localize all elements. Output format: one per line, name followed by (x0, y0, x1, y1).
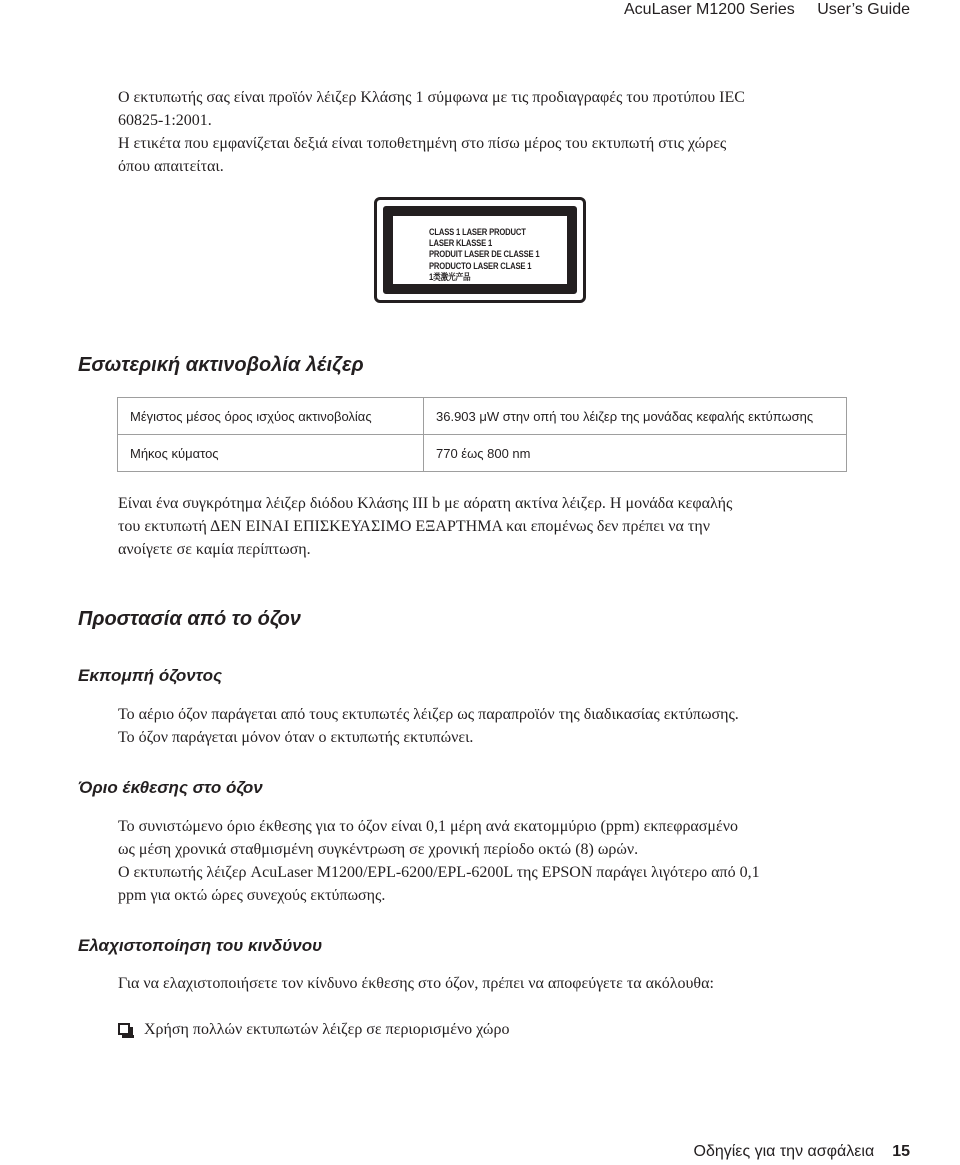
intro-line: όπου απαιτείται. (118, 158, 224, 175)
table-cell: Μήκος κύματος (118, 435, 424, 472)
list-item (118, 1018, 509, 1041)
running-header (606, 0, 910, 20)
table-row (118, 435, 847, 472)
ozone-limit-paragraph: Το συνιστώμενο όριο έκθεσης για το όζον είναι 0,1 μέρη ανά εκατομμύριο (ppm) εκπεφρασμένο ως μέση χρονικά σταθμισμένη συγκέντρωση σε χρονική περίοδο οκτώ (8) ωρών. Ο εκτυπωτής λέιζερ AcuLaser M1200/EPL-6200/EPL-6200L της EPSON παράγει λιγότερο από 0,1 ppm για οκτώ ώρες συνεχούς εκτύπωσης. (118, 818, 760, 904)
ozone-emission-paragraph: Το αέριο όζον παράγεται από τους εκτυπωτές λέιζερ ως παραπροϊόν της διαδικασίας εκτύπωσης. Το όζον παράγεται μόνον όταν ο εκτυπωτής εκτυπώνει. (118, 706, 739, 746)
header-guide: User’s Guide (817, 1, 910, 18)
intro-line: Ο εκτυπωτής σας είναι προϊόν λέιζερ Κλάσης 1 σύμφωνα με τις προδιαγραφές του προτύπου IEC (118, 89, 745, 106)
intro-paragraph (118, 86, 908, 178)
heading-ozone-emission: Εκπομπή όζοντος (78, 666, 223, 685)
header-product: AcuLaser M1200 Series (624, 1, 795, 18)
footer-section: Οδηγίες για την ασφάλεια (693, 1143, 875, 1160)
heading-ozone-limit: Όριο έκθεσης στο όζον (78, 778, 263, 797)
heading-minimize-risk: Ελαχιστοποίηση του κινδύνου (78, 936, 323, 955)
laser-spec-table (117, 397, 847, 472)
list-item-text: Χρήση πολλών εκτυπωτών λέιζερ σε περιορισμένο χώρο (144, 1021, 510, 1038)
table-cell: Μέγιστος μέσος όρος ισχύος ακτινοβολίας (118, 398, 424, 435)
page-number: 15 (892, 1143, 910, 1160)
table-cell: 770 έως 800 nm (424, 435, 847, 472)
checkbox-bullet-icon (118, 1023, 130, 1035)
intro-line: 60825-1:2001. (118, 112, 212, 129)
heading-ozone: Προστασία από το όζον (78, 608, 301, 630)
laser-note-paragraph: Είναι ένα συγκρότημα λέιζερ διόδου Κλάσης III b με αόρατη ακτίνα λέιζερ. Η μονάδα κεφαλής του εκτυπωτή ΔΕΝ ΕΙΝΑΙ ΕΠΙΣΚΕΥΑΣΙΜΟ ΕΞΑΡΤΗΜΑ και επομένως δεν πρέπει να την ανοίγετε σε καμία περίπτωση. (118, 495, 733, 558)
minimize-intro: Για να ελαχιστοποιήσετε τον κίνδυνο έκθεσης στο όζον, πρέπει να αποφεύγετε τα ακόλουθα: (118, 975, 714, 992)
table-cell: 36.903 μW στην οπή του λέιζερ της μονάδας κεφαλής εκτύπωσης (424, 398, 847, 435)
table-row (118, 398, 847, 435)
page-footer (694, 1142, 911, 1162)
laser-label-text: CLASS 1 LASER PRODUCT LASER KLASSE 1 PRODUIT LASER DE CLASSE 1 PRODUCTO LASER CLASE 1 1类激光产品 (429, 227, 540, 282)
heading-internal-laser: Εσωτερική ακτινοβολία λέιζερ (78, 354, 364, 376)
laser-class-label (374, 197, 586, 303)
intro-line: Η ετικέτα που εμφανίζεται δεξιά είναι τοποθετημένη στο πίσω μέρος του εκτυπωτή στις χώρες (118, 135, 727, 152)
